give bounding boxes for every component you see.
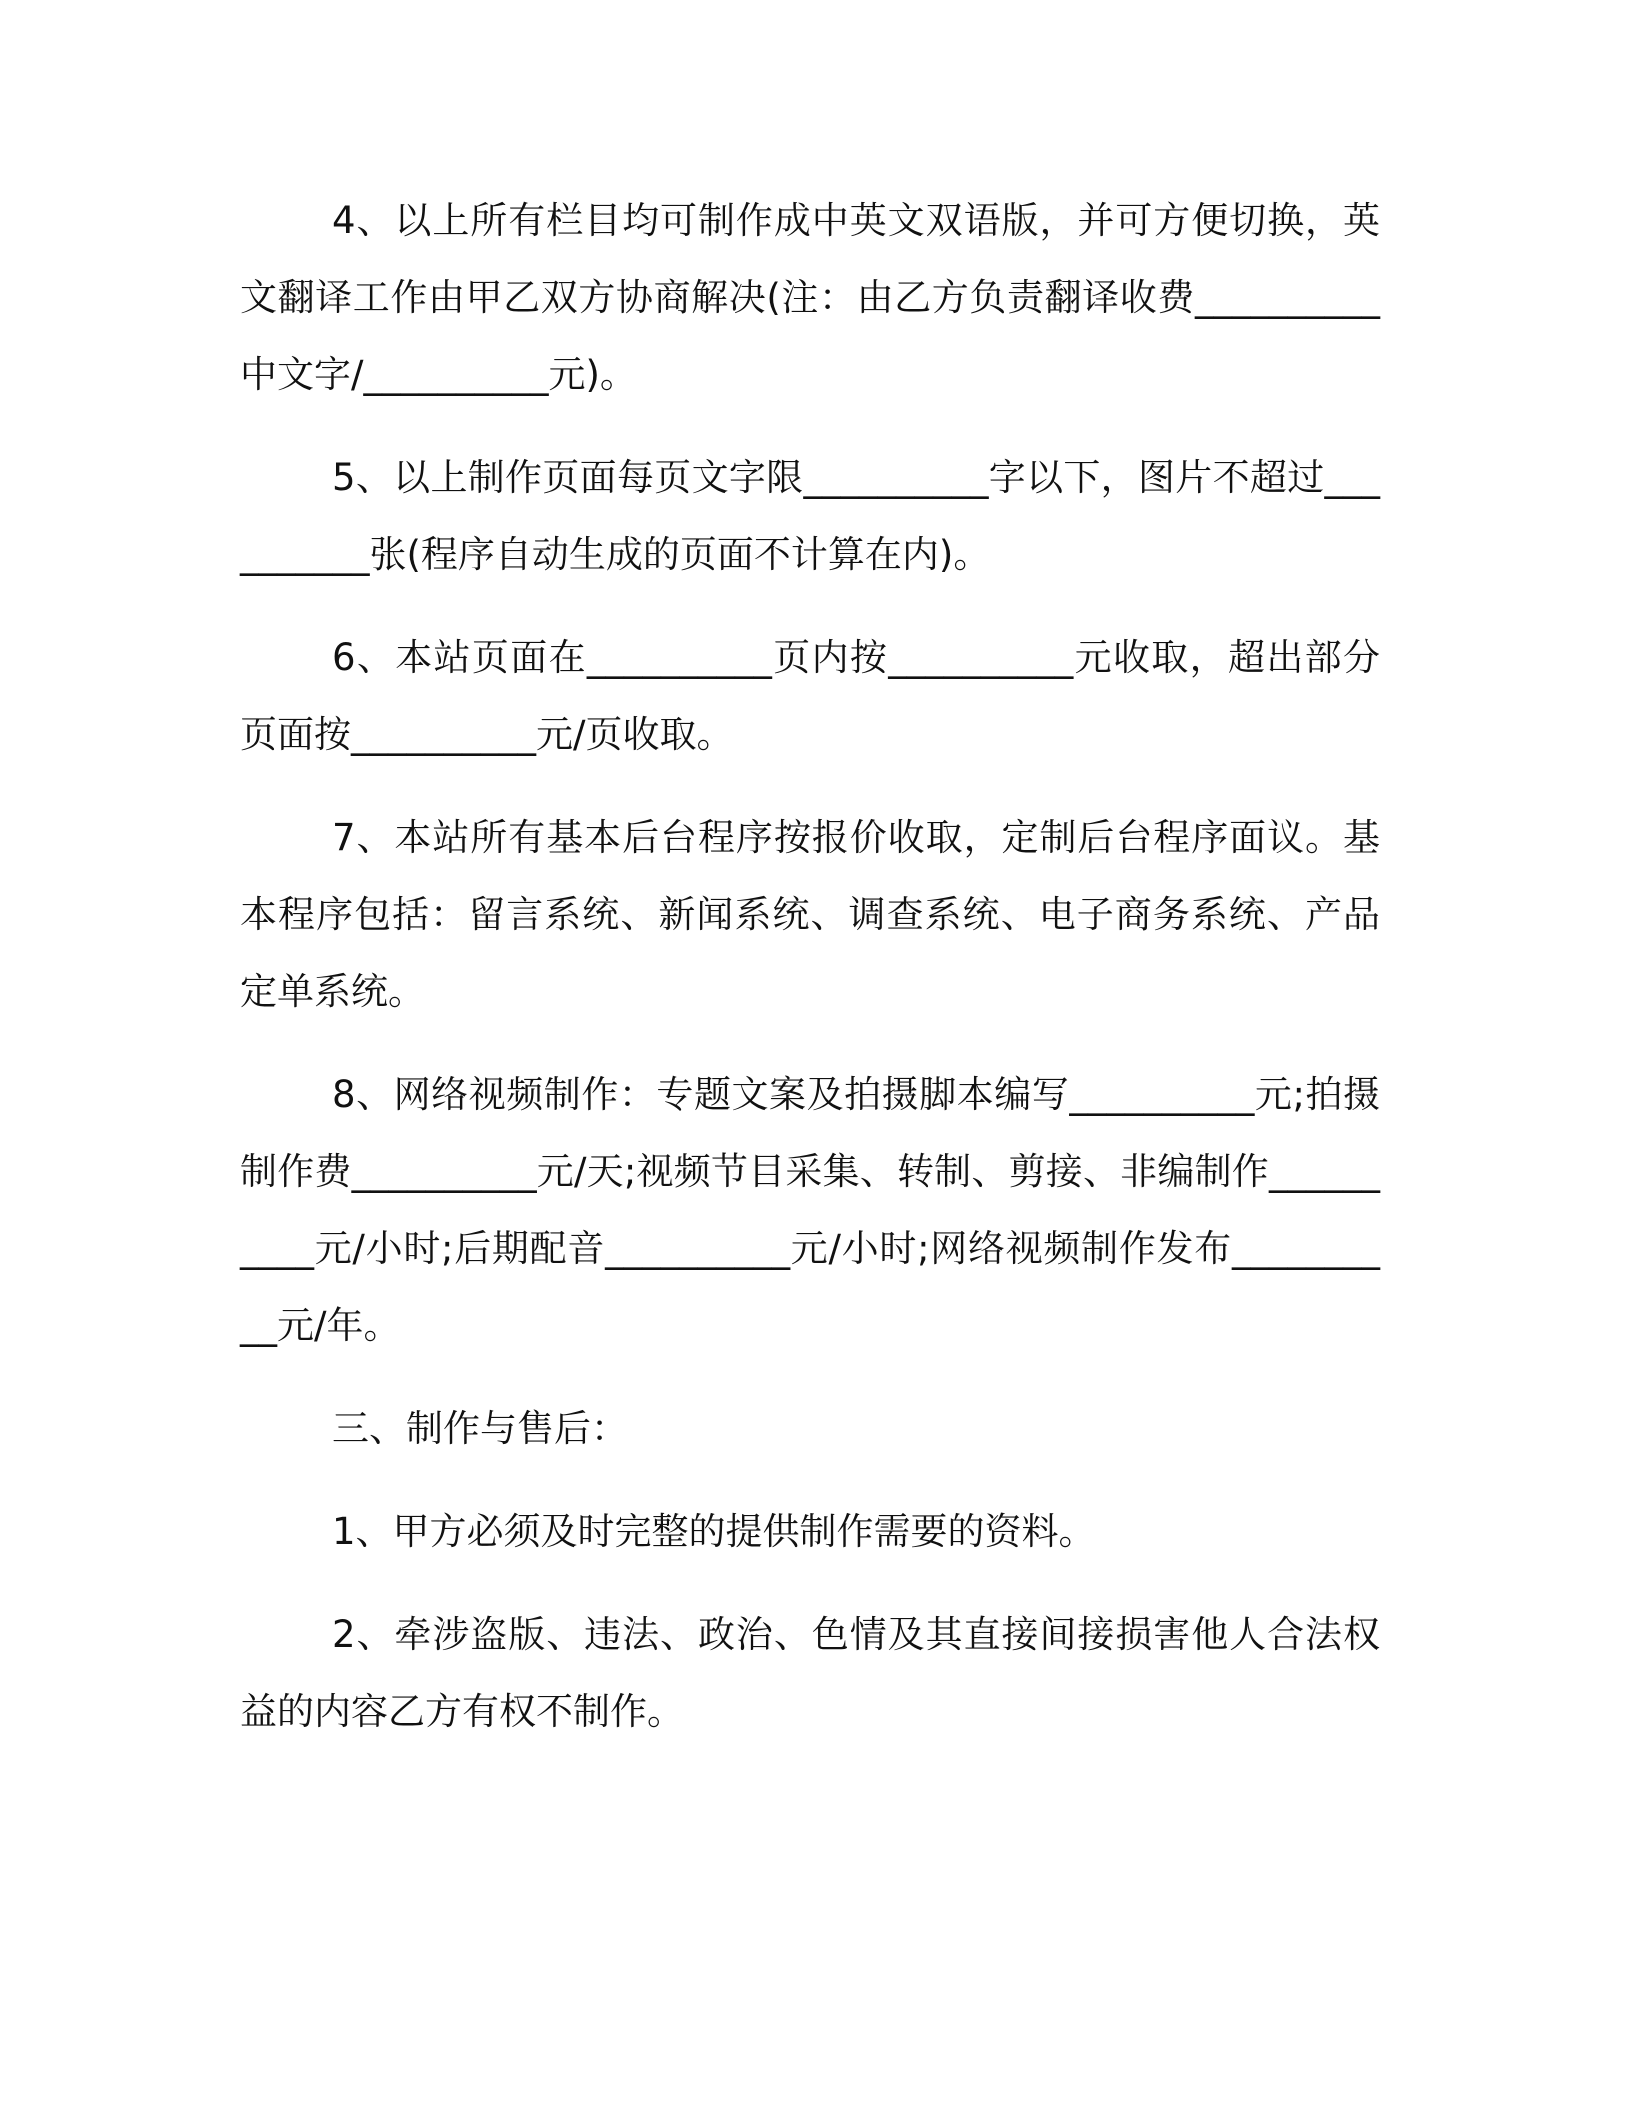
paragraph-item-6-page-pricing: 6、本站页面在__________页内按__________元收取，超出部分页面按__________元/页收取。 <box>240 636 1380 756</box>
document-body <box>240 182 1380 1776</box>
paragraph-item-5-page-limits: 5、以上制作页面每页文字限__________字以下，图片不超过__________张(程序自动生成的页面不计算在内)。 <box>240 456 1380 576</box>
paragraph-item-4-bilingual: 4、以上所有栏目均可制作成中英文双语版，并可方便切换，英文翻译工作由甲乙双方协商解决(注：由乙方负责翻译收费__________中文字/__________元)。 <box>240 199 1380 396</box>
paragraph-after-sales-1: 1、甲方必须及时完整的提供制作需要的资料。 <box>332 1510 1096 1553</box>
paragraph-after-sales-2: 2、牵涉盗版、违法、政治、色情及其直接间接损害他人合法权益的内容乙方有权不制作。 <box>240 1613 1380 1733</box>
paragraph-item-8-video-production: 8、网络视频制作：专题文案及拍摄脚本编写__________元;拍摄制作费__________元/天;视频节目采集、转制、剪接、非编制作__________元/小时;后期配音__________元/小时;网络视频制作发布__________元/年。 <box>240 1073 1380 1347</box>
paragraph-item-7-backend-programs: 7、本站所有基本后台程序按报价收取，定制后台程序面议。基本程序包括：留言系统、新闻系统、调查系统、电子商务系统、产品定单系统。 <box>240 816 1380 1013</box>
section-heading-production-after-sales: 三、制作与售后： <box>332 1407 628 1450</box>
